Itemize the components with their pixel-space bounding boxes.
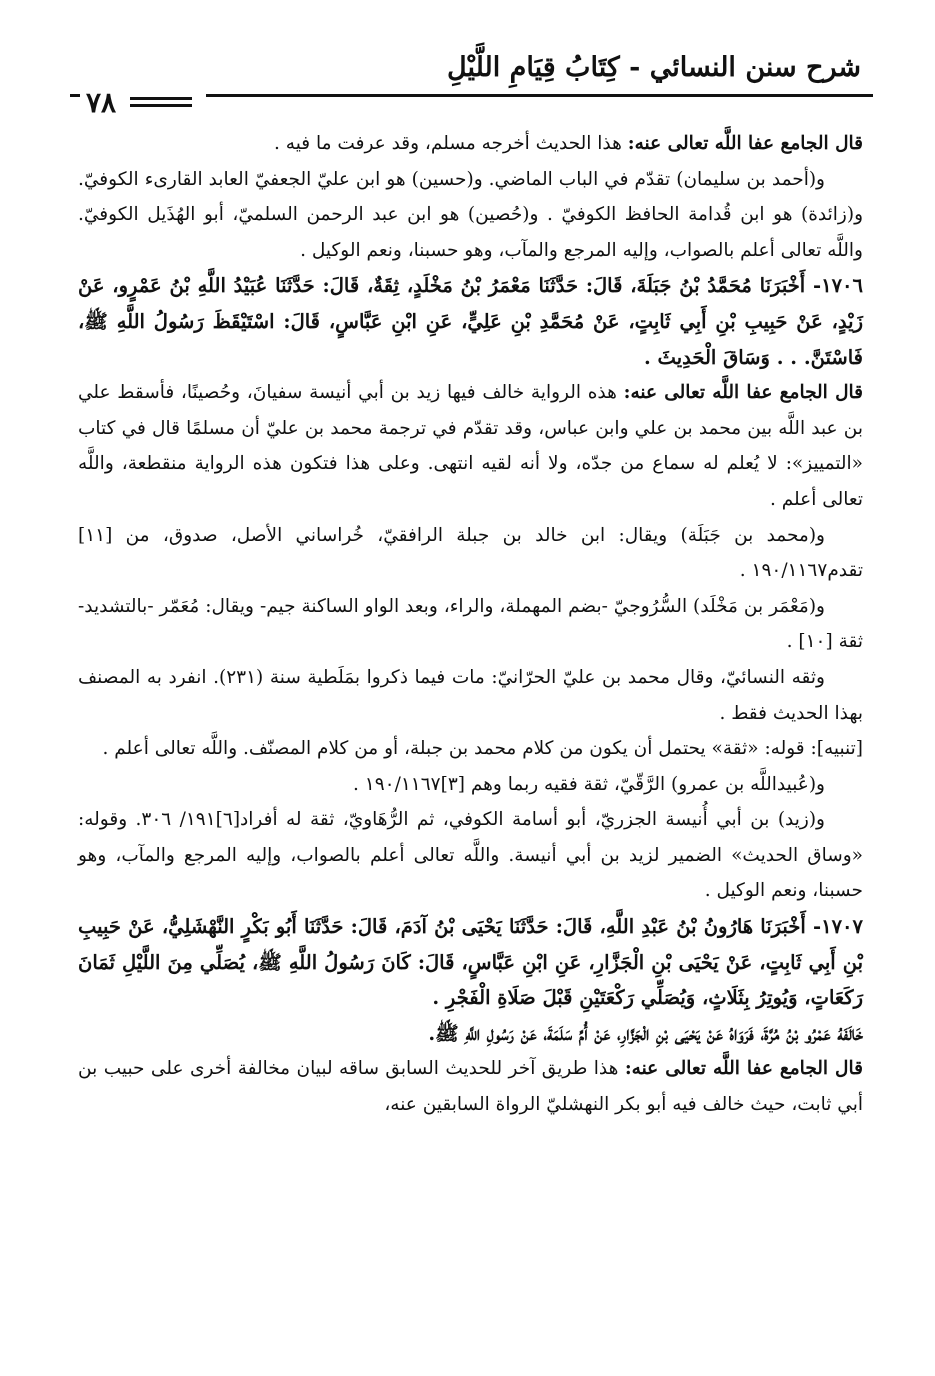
commentary-paragraph <box>78 126 863 162</box>
hadith-text: أَخْبَرَنَا مُحَمَّدُ بْنُ جَبَلَةَ، قَالَ: حَدَّثَنَا مَعْمَرُ بْنُ مَخْلَدٍ، ثِقَةٌ، قَالَ: حَدَّثَنَا عُبَيْدُ اللَّهِ بْنُ عَمْرٍو، عَنْ زَيْدٍ، عَنْ حَبِيبِ بْنِ أَبِي ثَابِتٍ، عَنْ مُحَمَّدِ بْنِ عَلِيٍّ، عَنِ ابْنِ عَبَّاسٍ، قَالَ: اسْتَيْقَظَ رَسُولُ اللَّهِ ﷺ، فَاسْتَنَّ. . . وَسَاقَ الْحَدِيثَ . <box>78 274 863 369</box>
commentary-paragraph <box>78 1051 863 1122</box>
hadith-1706 <box>78 268 863 375</box>
narrator-notes-paragraph <box>78 767 863 803</box>
paragraph-text: هذه الرواية خالف فيها زيد بن أبي أنيسة سفيانَ، وحُصينًا، فأسقط علي بن عبد اللَّه بين محمد بن علي وابن عباس، وقد تقدّم في ترجمة محمد بن عليّ أن مسلمًا قال في كتاب «التمييز»: لا يُعلم له سماع من جدّه، ولا أنه لقيه انتهى. وعلى هذا فتكون هذه الرواية منقطعة، واللَّه تعالى أعلم . <box>78 382 863 510</box>
narrator-notes-paragraph <box>78 589 863 660</box>
hadith-text: أَخْبَرَنَا هَارُونُ بْنُ عَبْدِ اللَّهِ، قَالَ: حَدَّثَنَا يَحْيَى بْنُ آدَمَ، قَالَ: حَدَّثَنَا أَبُو بَكْرٍ النَّهْشَلِيُّ، عَنْ حَبِيبِ بْنِ أَبِي ثَابِتٍ، عَنْ يَحْيَى بْنِ الْجَزَّارِ، عَنِ ابْنِ عَبَّاسٍ، قَالَ: كَانَ رَسُولُ اللَّهِ ﷺ، يُصَلِّي مِنَ اللَّيْلِ ثَمَانَ رَكَعَاتٍ، وَيُوتِرُ بِثَلَاثٍ، وَيُصَلِّي رَكْعَتَيْنِ قَبْلَ صَلَاةِ الْفَجْرِ . <box>78 915 863 1010</box>
paragraph-text: وثقه النسائيّ، وقال محمد بن عليّ الحرّانيّ: مات فيما ذكروا بمَلَطية سنة (٢٣١). انفرد به المصنف بهذا الحديث فقط . <box>78 666 863 724</box>
paragraph-text: هذا طريق آخر للحديث السابق ساقه لبيان مخالفة أخرى على حبيب بن أبي ثابت، حيث خالف فيه أبو بكر النهشليّ الرواة السابقين عنه، <box>78 1058 863 1116</box>
page-body <box>78 126 863 1123</box>
paragraph-lead: قال الجامع عفا اللَّه تعالى عنه: <box>627 133 863 154</box>
hadith-variant <box>78 1016 863 1052</box>
paragraph-text: هذا الحديث أخرجه مسلم، وقد عرفت ما فيه . <box>274 133 628 154</box>
running-title: شرح سنن النسائي - كِتَابُ قِيَامِ اللَّيْلِ <box>447 52 861 83</box>
page-number-ornament <box>130 97 192 107</box>
hadith-number: ١٧٠٦- <box>813 274 863 298</box>
paragraph-text: و(مَعْمَر بن مَخْلَد) السُّرُوجيّ -بضم المهملة، والراء، وبعد الواو الساكنة جيم- ويقال: مُعَمّر -بالتشديد- ثقة [١٠] . <box>78 595 863 653</box>
hadith-1707 <box>78 909 863 1016</box>
paragraph-text: و(أحمد بن سليمان) تقدّم في الباب الماضي. و(حسين) هو ابن عليّ الجعفيّ العابد القارىء الكوفيّ. و(زائدة) هو ابن قُدامة الحافظ الكوفيّ . و(حُصين) هو ابن عبد الرحمن السلميّ، أبو الهُذَيل الكوفيّ. واللَّه تعالى أعلم بالصواب، وإليه المرجع والمآب، وهو حسبنا، ونعم الوكيل . <box>78 168 863 261</box>
paragraph-lead: قال الجامع عفا اللَّه تعالى عنه: <box>623 382 863 404</box>
narrator-notes-paragraph <box>78 660 863 731</box>
page-header <box>70 42 873 119</box>
commentary-paragraph <box>78 375 863 517</box>
paragraph-text: [تنبيه]: قوله: «ثقة» يحتمل أن يكون من كلام محمد بن جبلة، أو من كلام المصنّف. واللَّه تعالى أعلم . <box>102 738 863 760</box>
narrator-notes-paragraph <box>78 518 863 589</box>
page-number: ٧٨ <box>86 85 117 119</box>
hadith-text: خَالَفَهُ عَمْرُو بْنُ مُرَّةَ، فَرَوَاهُ عَنْ يَحْيَى بْنِ الْجَزَّارِ، عَنْ أُمِّ سَلَمَةَ، عَنْ رَسُولِ اللَّهِ ﷺ. <box>428 1021 863 1045</box>
narrator-notes-paragraph <box>78 162 863 269</box>
note-paragraph <box>78 731 863 767</box>
paragraph-text: و(محمد بن جَبَلَة) ويقال: ابن خالد بن جبلة الرافقيّ، خُراساني الأصل، صدوق، من [١١] تقدم١٩٠/١١٦٧ . <box>78 524 863 582</box>
hadith-number: ١٧٠٧- <box>813 915 863 939</box>
paragraph-lead: قال الجامع عفا اللَّه تعالى عنه: <box>624 1058 863 1080</box>
paragraph-text: و(عُبيداللَّه بن عمرو) الرَّقّيّ، ثقة فقيه ربما وهم [٣]١٩٠/١١٦٧ . <box>353 773 825 795</box>
narrator-notes-paragraph <box>78 802 863 909</box>
paragraph-text: و(زيد) بن أبي أُنيسة الجزريّ، أبو أسامة الكوفي، ثم الرُّهَاويّ، ثقة له أفراد[٦]١٩١/ ٣٠٦. وقوله: «وساق الحديث» الضمير لزيد بن أبي أنيسة. واللَّه تعالى أعلم بالصواب، وإليه المرجع والمآب، وهو حسبنا، ونعم الوكيل . <box>78 809 863 902</box>
page-number-block <box>80 82 206 122</box>
